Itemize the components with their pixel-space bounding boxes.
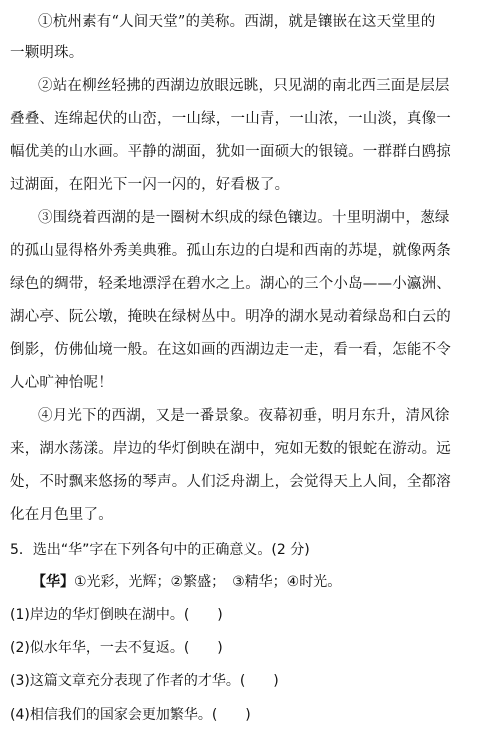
paragraph-line: ④月光下的西湖，又是一番景象。夜幕初垂，明月东升，清风徐	[38, 408, 450, 424]
paragraph-line: 处，不时飘来悠扬的琴声。人们泛舟湖上，会觉得天上人间，全都溶	[10, 474, 451, 490]
paragraph-line: 湖心亭、阮公墩，掩映在绿树丛中。明净的湖水晃动着绿岛和白云的	[10, 309, 451, 325]
definition-head: 【华】	[32, 574, 74, 590]
paragraph-line: ③围绕着西湖的是一圈树木织成的绿色镶边。十里明湖中，葱绿	[38, 210, 450, 226]
paragraph-line: 来，湖水荡漾。岸边的华灯倒映在湖中，宛如无数的银蛇在游动。远	[10, 441, 451, 457]
question-item: (2)似水年华，一去不复返。( )	[10, 640, 223, 656]
definition-body: ①光彩，光辉；②繁盛； ③精华；④时光。	[74, 574, 342, 590]
paragraph-line: 一颗明珠。	[10, 45, 84, 61]
paragraph-line: 幅优美的山水画。平静的湖面，犹如一面硕大的银镜。一群群白鸥掠	[10, 144, 451, 160]
paragraph-line: 绿色的绸带，轻柔地漂浮在碧水之上。湖心的三个小岛——小瀛洲、	[10, 276, 451, 292]
definition-line	[32, 572, 341, 592]
paragraph-line: ②站在柳丝轻拂的西湖边放眼远眺，只见湖的南北西三面是层层	[38, 78, 450, 94]
paragraph-line: 的孤山显得格外秀美典雅。孤山东边的白堤和西南的苏堤，就像两条	[10, 243, 451, 259]
paragraph-line: 叠叠、连绵起伏的山峦，一山绿，一山青，一山浓，一山淡，真像一	[10, 111, 451, 127]
question-item: (1)岸边的华灯倒映在湖中。( )	[10, 607, 223, 623]
question-item: (3)这篇文章充分表现了作者的才华。( )	[10, 673, 279, 689]
paragraph-line: 化在月色里了。	[10, 507, 113, 523]
question-title: 5．选出“华”字在下列各句中的正确意义。(2 分)	[10, 542, 310, 558]
question-item: (4)相信我们的国家会更加繁华。( )	[10, 707, 251, 723]
paragraph-line: 人心旷神怡呢！	[10, 375, 113, 391]
paragraph-line: 倒影，仿佛仙境一般。在这如画的西湖边走一走，看一看，怎能不令	[10, 342, 451, 358]
paragraph-line: ①杭州素有“人间天堂”的美称。西湖，就是镶嵌在这天堂里的	[38, 14, 436, 30]
paragraph-line: 过湖面，在阳光下一闪一闪的，好看极了。	[10, 177, 290, 193]
